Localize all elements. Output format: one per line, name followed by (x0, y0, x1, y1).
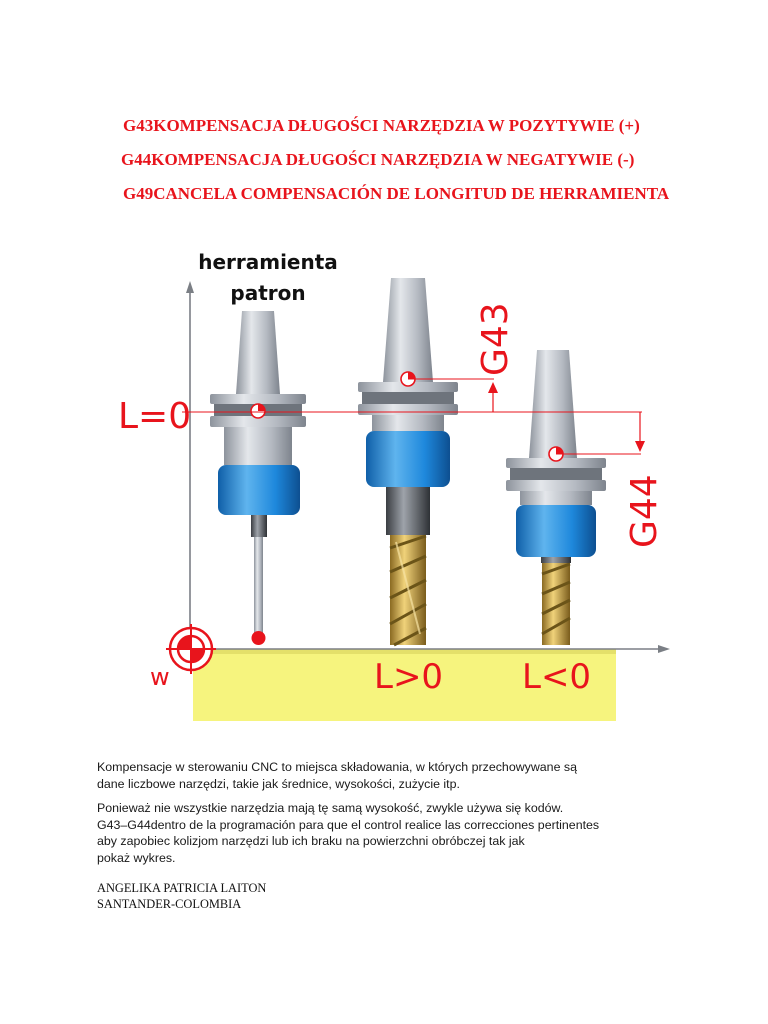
paragraph-explanation-line2: G43–G44dentro de la programación para que el control realice las correcciones pertinentes (97, 817, 600, 832)
g43-label: G43 (475, 302, 516, 376)
y-axis-arrow (186, 281, 194, 293)
zero-length-label: L=0 (118, 396, 192, 437)
author-location: SANTANDER-COLOMBIA (97, 897, 242, 911)
tool-g43-endmill (358, 278, 458, 645)
g44-label: G44 (624, 474, 665, 548)
positive-length-label: L>0 (374, 657, 444, 697)
paragraph-explanation-line4: pokaż wykres. (97, 850, 176, 865)
reference-tool-label-2: patron (230, 281, 306, 305)
author-name: ANGELIKA PATRICIA LAITON (97, 881, 267, 895)
heading-g43: G43KOMPENSACJA DŁUGOŚCI NARZĘDZIA W POZYTYWIE (+) (123, 116, 640, 135)
reference-tool (210, 311, 306, 645)
tool-g44-endmill (506, 350, 606, 645)
paragraph-explanation-line1: Ponieważ nie wszystkie narzędzia mają tę samą wysokość, zwykle używa się kodów. (97, 801, 564, 815)
heading-g49: G49CANCELA COMPENSACIÓN DE LONGITUD DE HERRAMIENTA (123, 184, 670, 203)
reference-tool-label: herramienta (198, 250, 338, 274)
paragraph-intro-line1: Kompensacje w sterowaniu CNC to miejsca składowania, w których przechowywane są (97, 760, 577, 774)
paragraph-intro-line2: dane liczbowe narzędzi, takie jak średnice, wysokości, zużycie itp. (97, 776, 460, 791)
paragraph-explanation (97, 800, 599, 866)
workpiece-zero-label: w (150, 663, 170, 691)
x-axis-arrow (658, 645, 670, 653)
negative-length-label: L<0 (522, 657, 592, 697)
heading-g44: G44KOMPENSACJA DŁUGOŚCI NARZĘDZIA W NEGATYWIE (-) (121, 150, 635, 169)
paragraph-intro (97, 759, 577, 792)
paragraph-explanation-line3: aby zapobiec kolizjom narzędzi lub ich braku na powierzchni obróbczej tak jak (97, 834, 525, 848)
tool-length-compensation-diagram (100, 236, 680, 726)
